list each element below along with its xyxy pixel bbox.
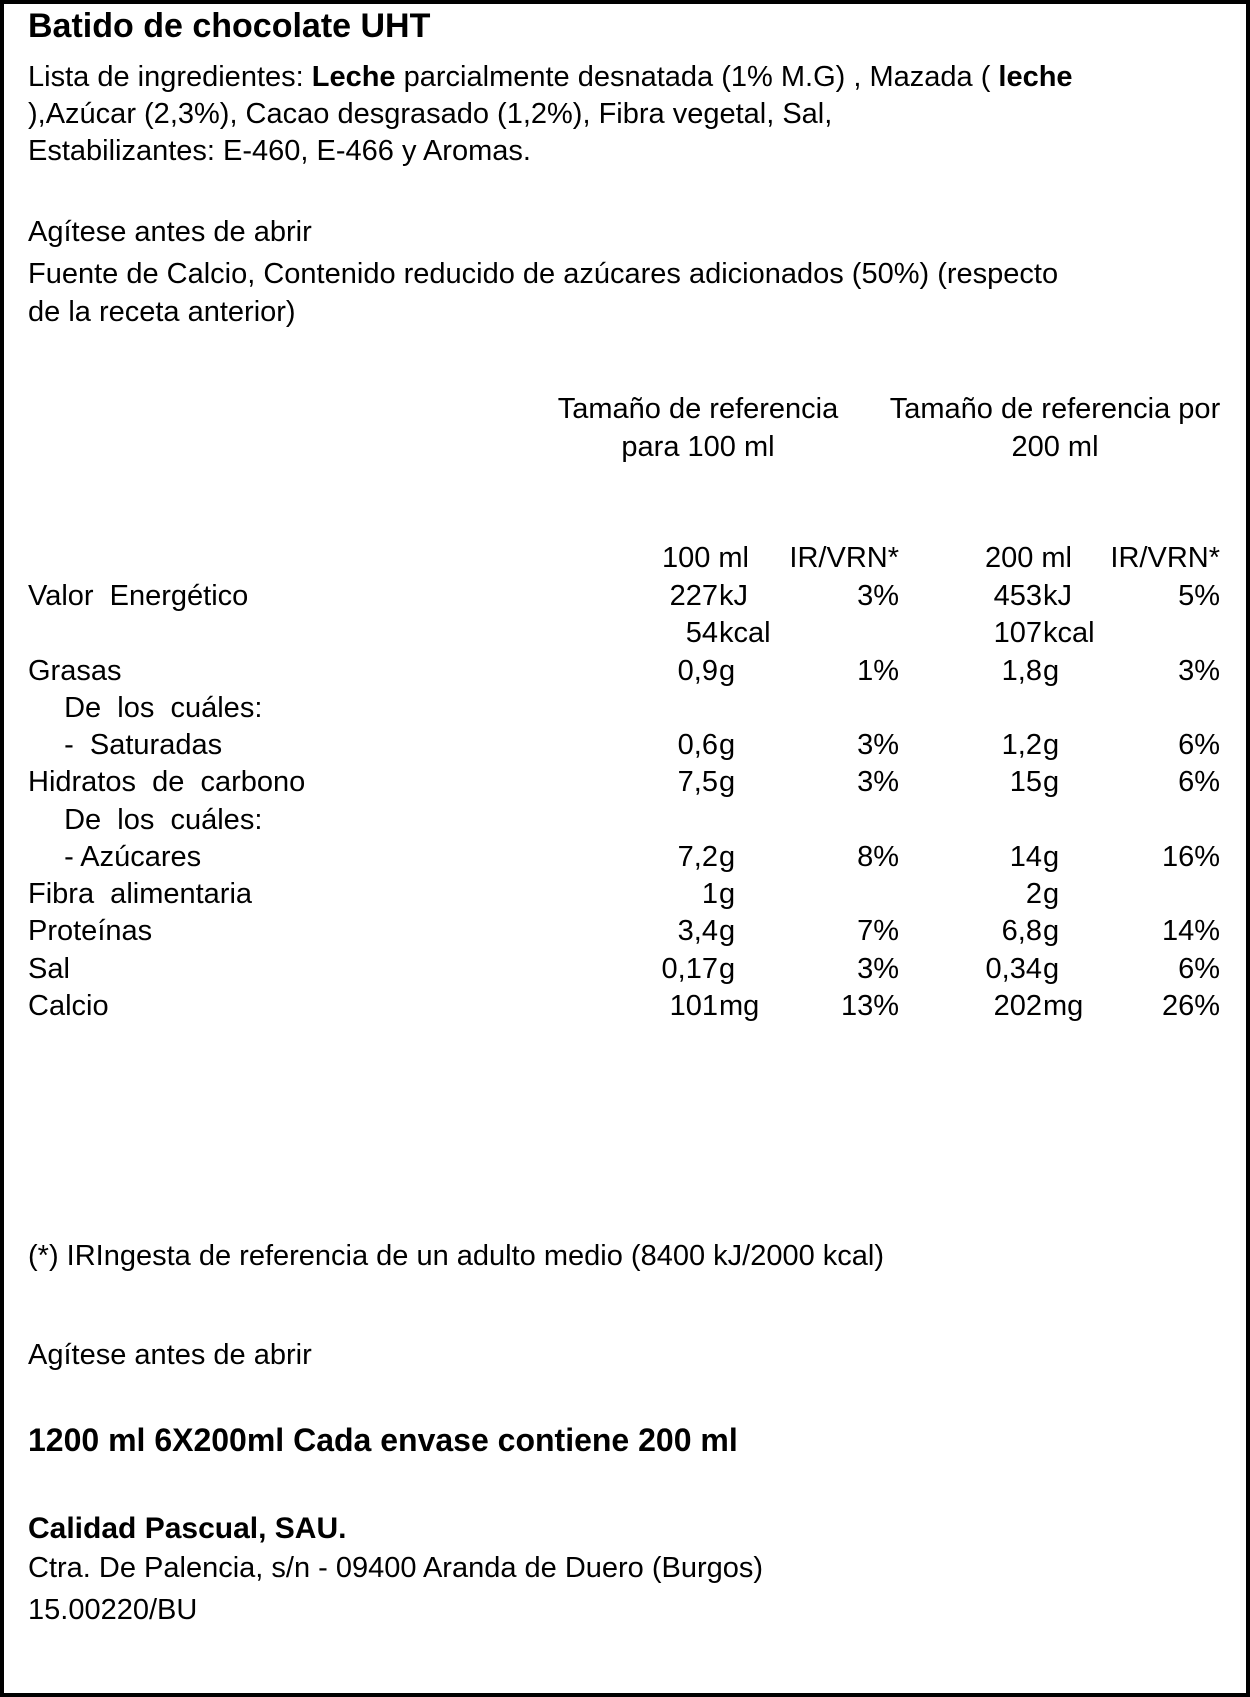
value-200: 1,8: [1001, 655, 1042, 687]
company-address: Ctra. De Palencia, s/n - 09400 Aranda de Duero (Burgos): [28, 1552, 764, 1584]
nutrition-row: [4, 690, 1250, 727]
nutrition-row: [4, 727, 1250, 764]
product-title: Batido de chocolate UHT: [28, 7, 431, 45]
unit-100: g: [719, 655, 736, 687]
ingredients-line-3: Estabilizantes: E-460, E-466 y Aromas.: [28, 135, 531, 167]
ref-200-line-1: Tamaño de referencia por: [889, 393, 1221, 425]
ir-200: 6%: [1178, 953, 1220, 985]
ir-100: 13%: [840, 990, 899, 1022]
unit-200: kJ: [1043, 580, 1072, 612]
nutrient-label: Valor Energético: [28, 580, 249, 612]
ir-100: 7%: [857, 915, 899, 947]
unit-100: g: [719, 841, 736, 873]
ir-200: 16%: [1161, 841, 1220, 873]
col-header-200ml: 200 ml: [984, 542, 1072, 574]
ingredients-prefix: Lista de ingredientes:: [28, 61, 312, 93]
claim-line-1: Fuente de Calcio, Contenido reducido de azúcares adicionados (50%) (respecto: [28, 258, 1059, 290]
nutrition-row: [4, 578, 1250, 615]
unit-200: mg: [1043, 990, 1084, 1022]
ir-200: 14%: [1161, 915, 1220, 947]
nutrient-label: Grasas: [28, 655, 122, 687]
nutrition-row: [4, 615, 1250, 652]
value-100: 101: [669, 990, 718, 1022]
shake-note: Agítese antes de abrir: [28, 216, 312, 248]
ir-200: 5%: [1178, 580, 1220, 612]
shake-note-2: Agítese antes de abrir: [28, 1339, 312, 1371]
ingredients-allergen-leche: Leche: [311, 61, 396, 93]
company-name: Calidad Pascual, SAU.: [28, 1512, 347, 1545]
nutrition-row: [4, 653, 1250, 690]
unit-200: g: [1043, 766, 1060, 798]
value-100: 7,2: [677, 841, 718, 873]
unit-200: g: [1043, 841, 1060, 873]
ir-100: 1%: [857, 655, 899, 687]
value-200: 107: [993, 617, 1042, 649]
footnote: (*) IRIngesta de referencia de un adulto medio (8400 kJ/2000 kcal): [28, 1240, 884, 1272]
value-100: 54: [685, 617, 718, 649]
ref-100-header: [542, 390, 854, 466]
ir-100: 3%: [857, 580, 899, 612]
ir-100: 3%: [857, 953, 899, 985]
nutrient-label: - Saturadas: [48, 729, 223, 761]
column-headers: [4, 540, 1250, 577]
nutrient-label: De los cuáles:: [48, 804, 263, 836]
nutrition-row: [4, 802, 1250, 839]
col-header-100ml: 100 ml: [661, 542, 749, 574]
value-100: 227: [669, 580, 718, 612]
unit-200: g: [1043, 915, 1060, 947]
ir-200: 6%: [1178, 729, 1220, 761]
nutrition-row: [4, 951, 1250, 988]
ir-200: 3%: [1178, 655, 1220, 687]
nutrient-label: Fibra alimentaria: [28, 878, 253, 910]
value-100: 3,4: [677, 915, 718, 947]
ref-100-line-1: Tamaño de referencia: [557, 393, 839, 425]
unit-200: g: [1043, 655, 1060, 687]
value-200: 1,2: [1001, 729, 1042, 761]
value-200: 15: [1009, 766, 1042, 798]
ref-200-header: [870, 390, 1240, 466]
ir-200: 6%: [1178, 766, 1220, 798]
col-header-ir100: IR/VRN*: [789, 542, 899, 574]
claim-line-2: de la receta anterior): [28, 296, 296, 328]
unit-100: g: [719, 953, 736, 985]
package-info: 1200 ml 6X200ml Cada envase contiene 200 ml: [28, 1422, 738, 1458]
ingredients-part2: parcialmente desnatada (1% M.G) , Mazada (: [395, 61, 999, 93]
nutrition-row: [4, 988, 1250, 1025]
ir-200: 26%: [1161, 990, 1220, 1022]
ir-100: 3%: [857, 766, 899, 798]
ir-100: 3%: [857, 729, 899, 761]
value-200: 6,8: [1001, 915, 1042, 947]
unit-100: g: [719, 878, 736, 910]
unit-200: g: [1043, 953, 1060, 985]
company-registry: 15.00220/BU: [28, 1594, 198, 1626]
nutrition-row: [4, 913, 1250, 950]
value-200: 14: [1009, 841, 1042, 873]
value-100: 1: [701, 878, 718, 910]
value-100: 0,9: [677, 655, 718, 687]
ref-100-line-2: para 100 ml: [621, 431, 775, 463]
nutrient-label: De los cuáles:: [48, 692, 263, 724]
value-200: 2: [1025, 878, 1042, 910]
nutrient-label: Calcio: [28, 990, 109, 1022]
nutrient-label: Sal: [28, 953, 70, 985]
unit-100: g: [719, 766, 736, 798]
ir-100: 8%: [857, 841, 899, 873]
value-100: 7,5: [677, 766, 718, 798]
nutrition-row: [4, 839, 1250, 876]
ingredients-line-2: ),Azúcar (2,3%), Cacao desgrasado (1,2%), Fibra vegetal, Sal,: [28, 98, 833, 130]
nutrient-label: Hidratos de carbono: [28, 766, 306, 798]
nutrition-row: [4, 876, 1250, 913]
value-200: 0,34: [985, 953, 1042, 985]
value-200: 202: [993, 990, 1042, 1022]
value-200: 453: [993, 580, 1042, 612]
unit-200: g: [1043, 878, 1060, 910]
col-header-ir200: IR/VRN*: [1110, 542, 1220, 574]
nutrition-row: [4, 764, 1250, 801]
value-100: 0,6: [677, 729, 718, 761]
ingredients-line-1: [28, 59, 1073, 95]
unit-200: g: [1043, 729, 1060, 761]
nutrient-label: - Azúcares: [48, 841, 202, 873]
unit-100: kcal: [719, 617, 771, 649]
ingredients-allergen-leche-2: leche: [998, 61, 1073, 93]
value-100: 0,17: [661, 953, 718, 985]
unit-100: g: [719, 915, 736, 947]
unit-100: mg: [719, 990, 760, 1022]
unit-200: kcal: [1043, 617, 1095, 649]
nutrient-label: Proteínas: [28, 915, 153, 947]
unit-100: g: [719, 729, 736, 761]
ref-200-line-2: 200 ml: [1011, 431, 1099, 463]
unit-100: kJ: [719, 580, 748, 612]
